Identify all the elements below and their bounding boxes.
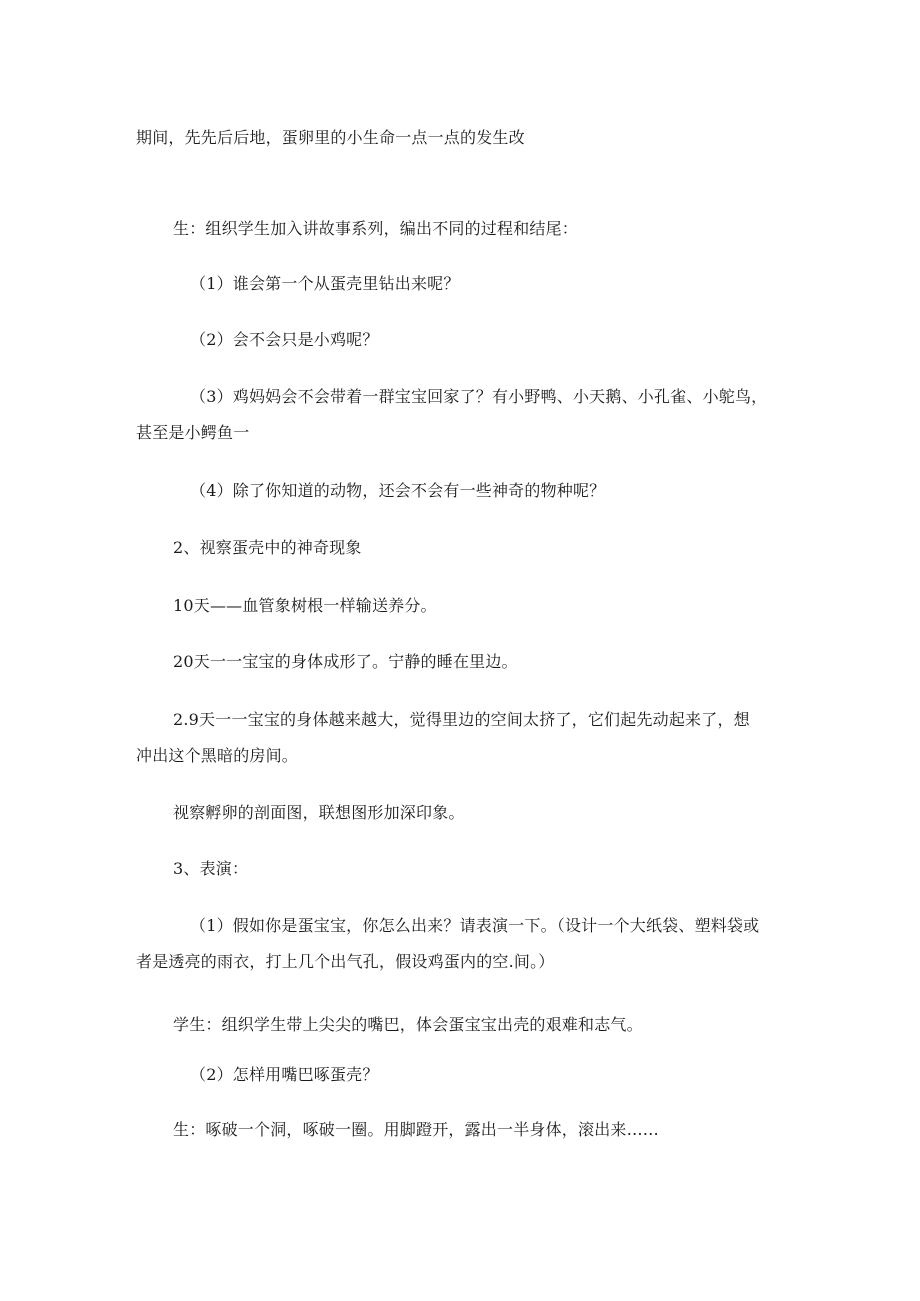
text-line: 3、表演：	[173, 859, 249, 878]
text-line: （2）怎样用嘴巴啄蛋壳？	[190, 1065, 379, 1084]
text-line: （1）假如你是蛋宝宝，你怎么出来？请表演一下。（设计一个大纸袋、塑料袋或	[190, 916, 760, 935]
text-line: （3）鸡妈妈会不会带着一群宝宝回家了？有小野鸭、小天鹅、小孔雀、小鸵鸟，	[190, 387, 768, 406]
text-line: 2、视察蛋壳中的神奇现象	[173, 538, 362, 557]
text-line: 甚至是小鳄鱼一	[136, 423, 250, 442]
text-line: 20天一一宝宝的身体成形了。宁静的睡在里边。	[173, 652, 518, 671]
text-line: 冲出这个黑暗的房间。	[136, 746, 299, 765]
text-line: （2）会不会只是小鸡呢？	[190, 330, 379, 349]
text-line: 2.9天一一宝宝的身体越来越大，觉得里边的空间太挤了，它们起先动起来了，想	[173, 710, 750, 729]
text-line: 视察孵卵的剖面图，联想图形加深印象。	[173, 803, 465, 822]
text-line: 生：啄破一个洞，啄破一圈。用脚蹬开，露出一半身体，滚出来……	[173, 1120, 660, 1139]
text-line: 者是透亮的雨衣，打上几个出气孔，假设鸡蛋内的空.间。）	[136, 952, 555, 971]
text-line: 10天——血管象树根一样输送养分。	[173, 596, 437, 615]
text-line: （1）谁会第一个从蛋壳里钻出来呢？	[190, 274, 460, 293]
text-line: 学生：组织学生带上尖尖的嘴巴，体会蛋宝宝出壳的艰难和志气。	[173, 1015, 643, 1034]
text-line: 期间，先先后后地，蛋卵里的小生命一点一点的发生改	[136, 128, 525, 147]
text-line: 生：组织学生加入讲故事系列，编出不同的过程和结尾：	[173, 219, 579, 238]
text-line: （4）除了你知道的动物，还会不会有一些神奇的物种呢？	[190, 481, 606, 500]
